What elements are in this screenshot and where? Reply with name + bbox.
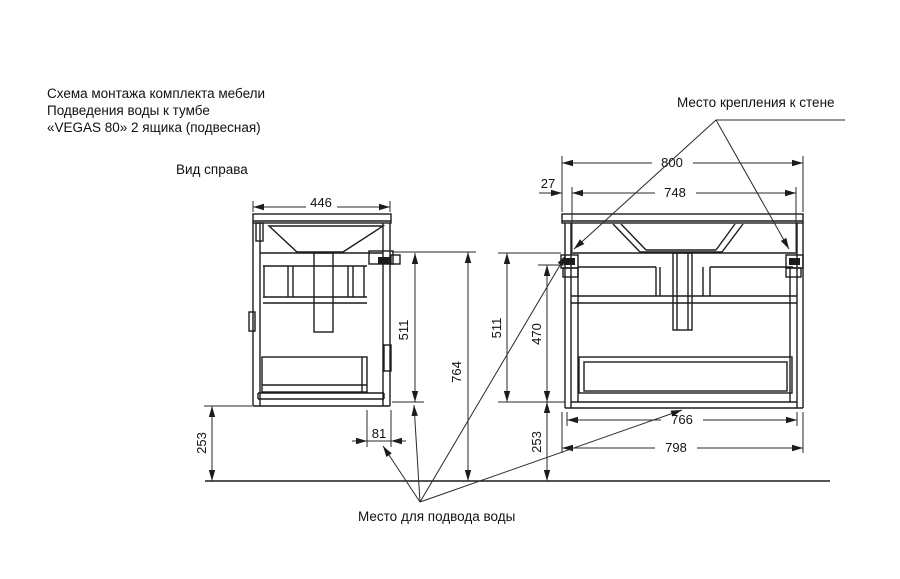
- title-line-1: Схема монтажа комплекта мебели: [47, 86, 266, 101]
- dim-front-mount-edge-offset: 27: [540, 176, 556, 191]
- title-line-2: Подведения воды к тумбе: [47, 103, 210, 118]
- dim-side-width: 446: [310, 195, 332, 210]
- dim-front-bottom-width: 798: [665, 440, 687, 455]
- dim-front-overall-width: 800: [661, 155, 683, 170]
- dim-side-water-offset: 81: [371, 426, 387, 441]
- front-sink-basin: [613, 224, 743, 252]
- front-view-dimensions: [489, 154, 803, 481]
- wall-mount-label: Место крепления к стене: [677, 95, 835, 110]
- front-mount-bracket-right: [786, 255, 803, 277]
- dim-side-floor-clearance: 253: [194, 432, 209, 454]
- title-block: [47, 86, 265, 177]
- dim-front-floor-clearance: 253: [529, 431, 544, 453]
- water-supply-label: Место для подвода воды: [358, 509, 516, 524]
- dim-side-height: 511: [396, 319, 411, 341]
- dim-front-inner-height: 470: [529, 323, 544, 345]
- dim-front-height: 511: [489, 317, 504, 339]
- side-lower-drawer: [262, 357, 367, 392]
- dim-front-mount-spacing: 748: [664, 185, 686, 200]
- title-line-3: «VEGAS 80» 2 ящика (подвесная): [47, 120, 261, 135]
- side-drain-pipe: [314, 253, 333, 332]
- side-view: [249, 214, 400, 406]
- side-sink-basin: [269, 226, 383, 252]
- front-drain-pipe: [673, 253, 692, 330]
- dim-side-overall-height: 764: [449, 361, 464, 383]
- side-view-dimensions: [194, 195, 476, 481]
- front-view: [561, 214, 803, 408]
- side-view-label: Вид справа: [176, 162, 248, 177]
- dim-front-inner-width: 766: [671, 412, 693, 427]
